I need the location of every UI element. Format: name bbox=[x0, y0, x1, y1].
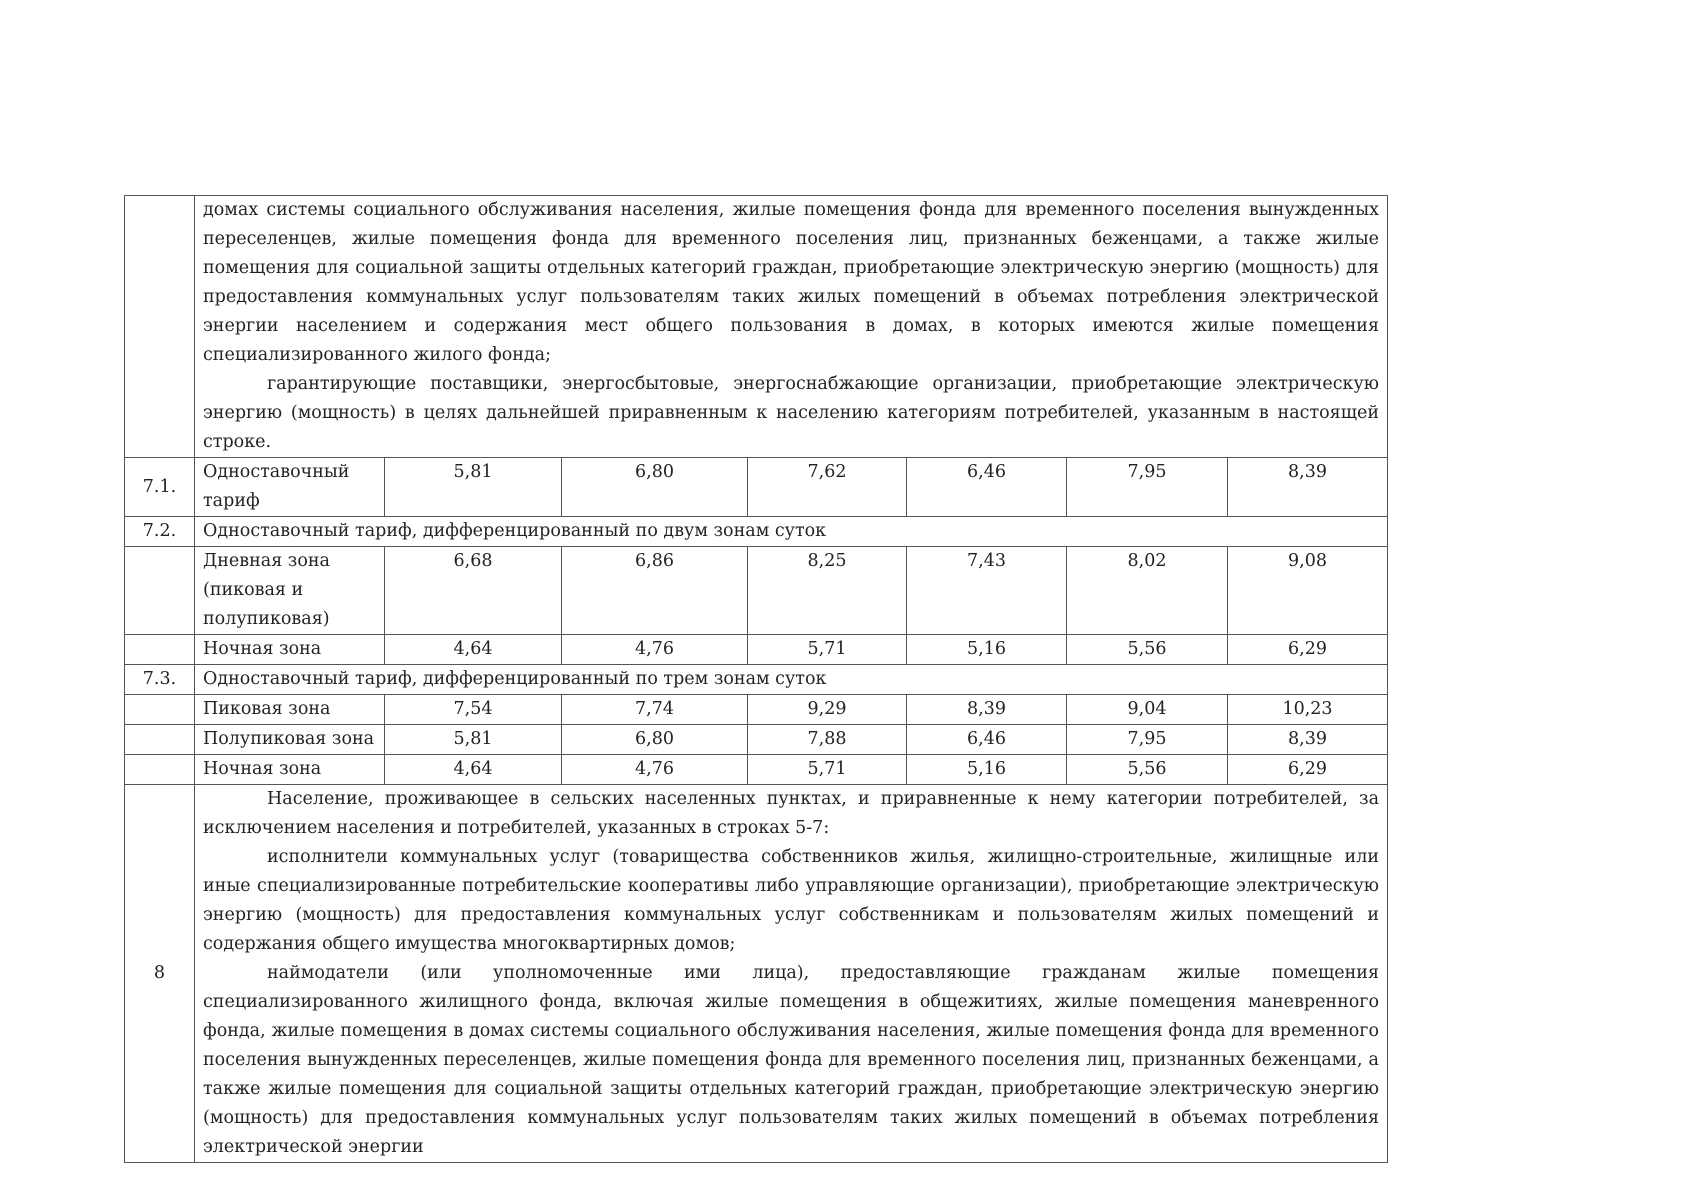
value-cell: 6,29 bbox=[1228, 755, 1388, 785]
value-cell: 10,23 bbox=[1228, 695, 1388, 725]
value-cell: 8,25 bbox=[748, 547, 907, 635]
table-row bbox=[125, 547, 1388, 635]
row-number-cell bbox=[125, 755, 195, 785]
value-cell: 6,86 bbox=[562, 547, 748, 635]
value-cell: 4,64 bbox=[385, 755, 562, 785]
value-cell: 8,39 bbox=[1228, 458, 1388, 517]
value-cell: 6,29 bbox=[1228, 635, 1388, 665]
row-number-cell: 7.3. bbox=[125, 665, 195, 695]
value-cell: 5,16 bbox=[907, 635, 1067, 665]
row-label-cell: Одноставочный тариф, дифференцированный по двум зонам суток bbox=[195, 517, 1388, 547]
row-number-cell bbox=[125, 196, 195, 458]
row-label-cell: Дневная зона (пиковая и полупиковая) bbox=[195, 547, 385, 635]
value-cell: 9,04 bbox=[1067, 695, 1228, 725]
row-label-cell: Одноставочный тариф, дифференцированный по трем зонам суток bbox=[195, 665, 1388, 695]
value-cell: 7,54 bbox=[385, 695, 562, 725]
category-description-cell bbox=[195, 785, 1388, 1163]
paragraph: наймодатели (или уполномоченные ими лица), предоставляющие гражданам жилые помещения специализированного жилищного фонда, включая жилые помещения в общежитиях, жилые помещения маневренного фонда, жилые помещения в домах системы социального обслуживания населения, жилые помещения фонда для временного поселения вынужденных переселенцев, жилые помещения фонда для временного поселения лиц, признанных беженцами, а также жилые помещения для социальной защиты отдельных категорий граждан, приобретающие электрическую энергию (мощность) для предоставления коммунальных услуг пользователям таких жилых помещений в объемах потребления электрической энергии bbox=[203, 963, 1379, 1157]
value-cell: 4,76 bbox=[562, 755, 748, 785]
value-cell: 6,80 bbox=[562, 458, 748, 517]
value-cell: 6,80 bbox=[562, 725, 748, 755]
value-cell: 5,56 bbox=[1067, 635, 1228, 665]
value-cell: 4,76 bbox=[562, 635, 748, 665]
value-cell: 8,39 bbox=[1228, 725, 1388, 755]
row-label-cell: Ночная зона bbox=[195, 755, 385, 785]
value-cell: 9,29 bbox=[748, 695, 907, 725]
value-cell: 5,81 bbox=[385, 725, 562, 755]
row-number-cell: 7.2. bbox=[125, 517, 195, 547]
value-cell: 6,68 bbox=[385, 547, 562, 635]
table-row bbox=[125, 196, 1388, 458]
table-row bbox=[125, 635, 1388, 665]
value-cell: 7,88 bbox=[748, 725, 907, 755]
value-cell: 6,46 bbox=[907, 725, 1067, 755]
row-number-cell bbox=[125, 695, 195, 725]
tariff-table bbox=[124, 195, 1388, 1163]
value-cell: 6,46 bbox=[907, 458, 1067, 517]
table-row bbox=[125, 785, 1388, 1163]
value-cell: 5,16 bbox=[907, 755, 1067, 785]
value-cell: 5,71 bbox=[748, 755, 907, 785]
paragraph: гарантирующие поставщики, энергосбытовые, энергоснабжающие организации, приобретающие электрическую энергию (мощность) в целях дальнейшей приравненным к населению категориям потребителей, указанным в настоящей строке. bbox=[203, 374, 1379, 452]
row-label-cell: Одноставочный тариф bbox=[195, 458, 385, 517]
row-number-cell: 8 bbox=[125, 785, 195, 1163]
table-row bbox=[125, 517, 1388, 547]
value-cell: 5,81 bbox=[385, 458, 562, 517]
row-number-cell: 7.1. bbox=[125, 458, 195, 517]
table-row bbox=[125, 458, 1388, 517]
value-cell: 5,56 bbox=[1067, 755, 1228, 785]
value-cell: 4,64 bbox=[385, 635, 562, 665]
paragraph: исполнители коммунальных услуг (товарищества собственников жилья, жилищно-строительные, жилищные или иные специализированные потребительские кооперативы либо управляющие организации), приобретающие электрическую энергию (мощность) для предоставления коммунальных услуг собственникам и пользователям жилых помещений и содержания общего имущества многоквартирных домов; bbox=[203, 847, 1379, 954]
value-cell: 7,43 bbox=[907, 547, 1067, 635]
value-cell: 8,39 bbox=[907, 695, 1067, 725]
value-cell: 8,02 bbox=[1067, 547, 1228, 635]
paragraph: домах системы социального обслуживания населения, жилые помещения фонда для временного поселения вынужденных переселенцев, жилые помещения фонда для временного поселения лиц, признанных беженцами, а также жилые помещения для социальной защиты отдельных категорий граждан, приобретающие электрическую энергию (мощность) для предоставления коммунальных услуг пользователям таких жилых помещений в объемах потребления электрической энергии населением и содержания мест общего пользования в домах, в которых имеются жилые помещения специализированного жилого фонда; bbox=[203, 200, 1379, 365]
table-row bbox=[125, 755, 1388, 785]
value-cell: 7,74 bbox=[562, 695, 748, 725]
value-cell: 5,71 bbox=[748, 635, 907, 665]
row-number-cell bbox=[125, 725, 195, 755]
value-cell: 7,62 bbox=[748, 458, 907, 517]
table-row bbox=[125, 725, 1388, 755]
value-cell: 9,08 bbox=[1228, 547, 1388, 635]
category-description-cell bbox=[195, 196, 1388, 458]
row-number-cell bbox=[125, 635, 195, 665]
table-row bbox=[125, 665, 1388, 695]
row-label-cell: Полупиковая зона bbox=[195, 725, 385, 755]
row-label-cell: Пиковая зона bbox=[195, 695, 385, 725]
value-cell: 7,95 bbox=[1067, 725, 1228, 755]
row-number-cell bbox=[125, 547, 195, 635]
row-label-cell: Ночная зона bbox=[195, 635, 385, 665]
paragraph: Население, проживающее в сельских населенных пунктах, и приравненные к нему категории потребителей, за исключением населения и потребителей, указанных в строках 5-7: bbox=[203, 789, 1379, 838]
value-cell: 7,95 bbox=[1067, 458, 1228, 517]
table-row bbox=[125, 695, 1388, 725]
